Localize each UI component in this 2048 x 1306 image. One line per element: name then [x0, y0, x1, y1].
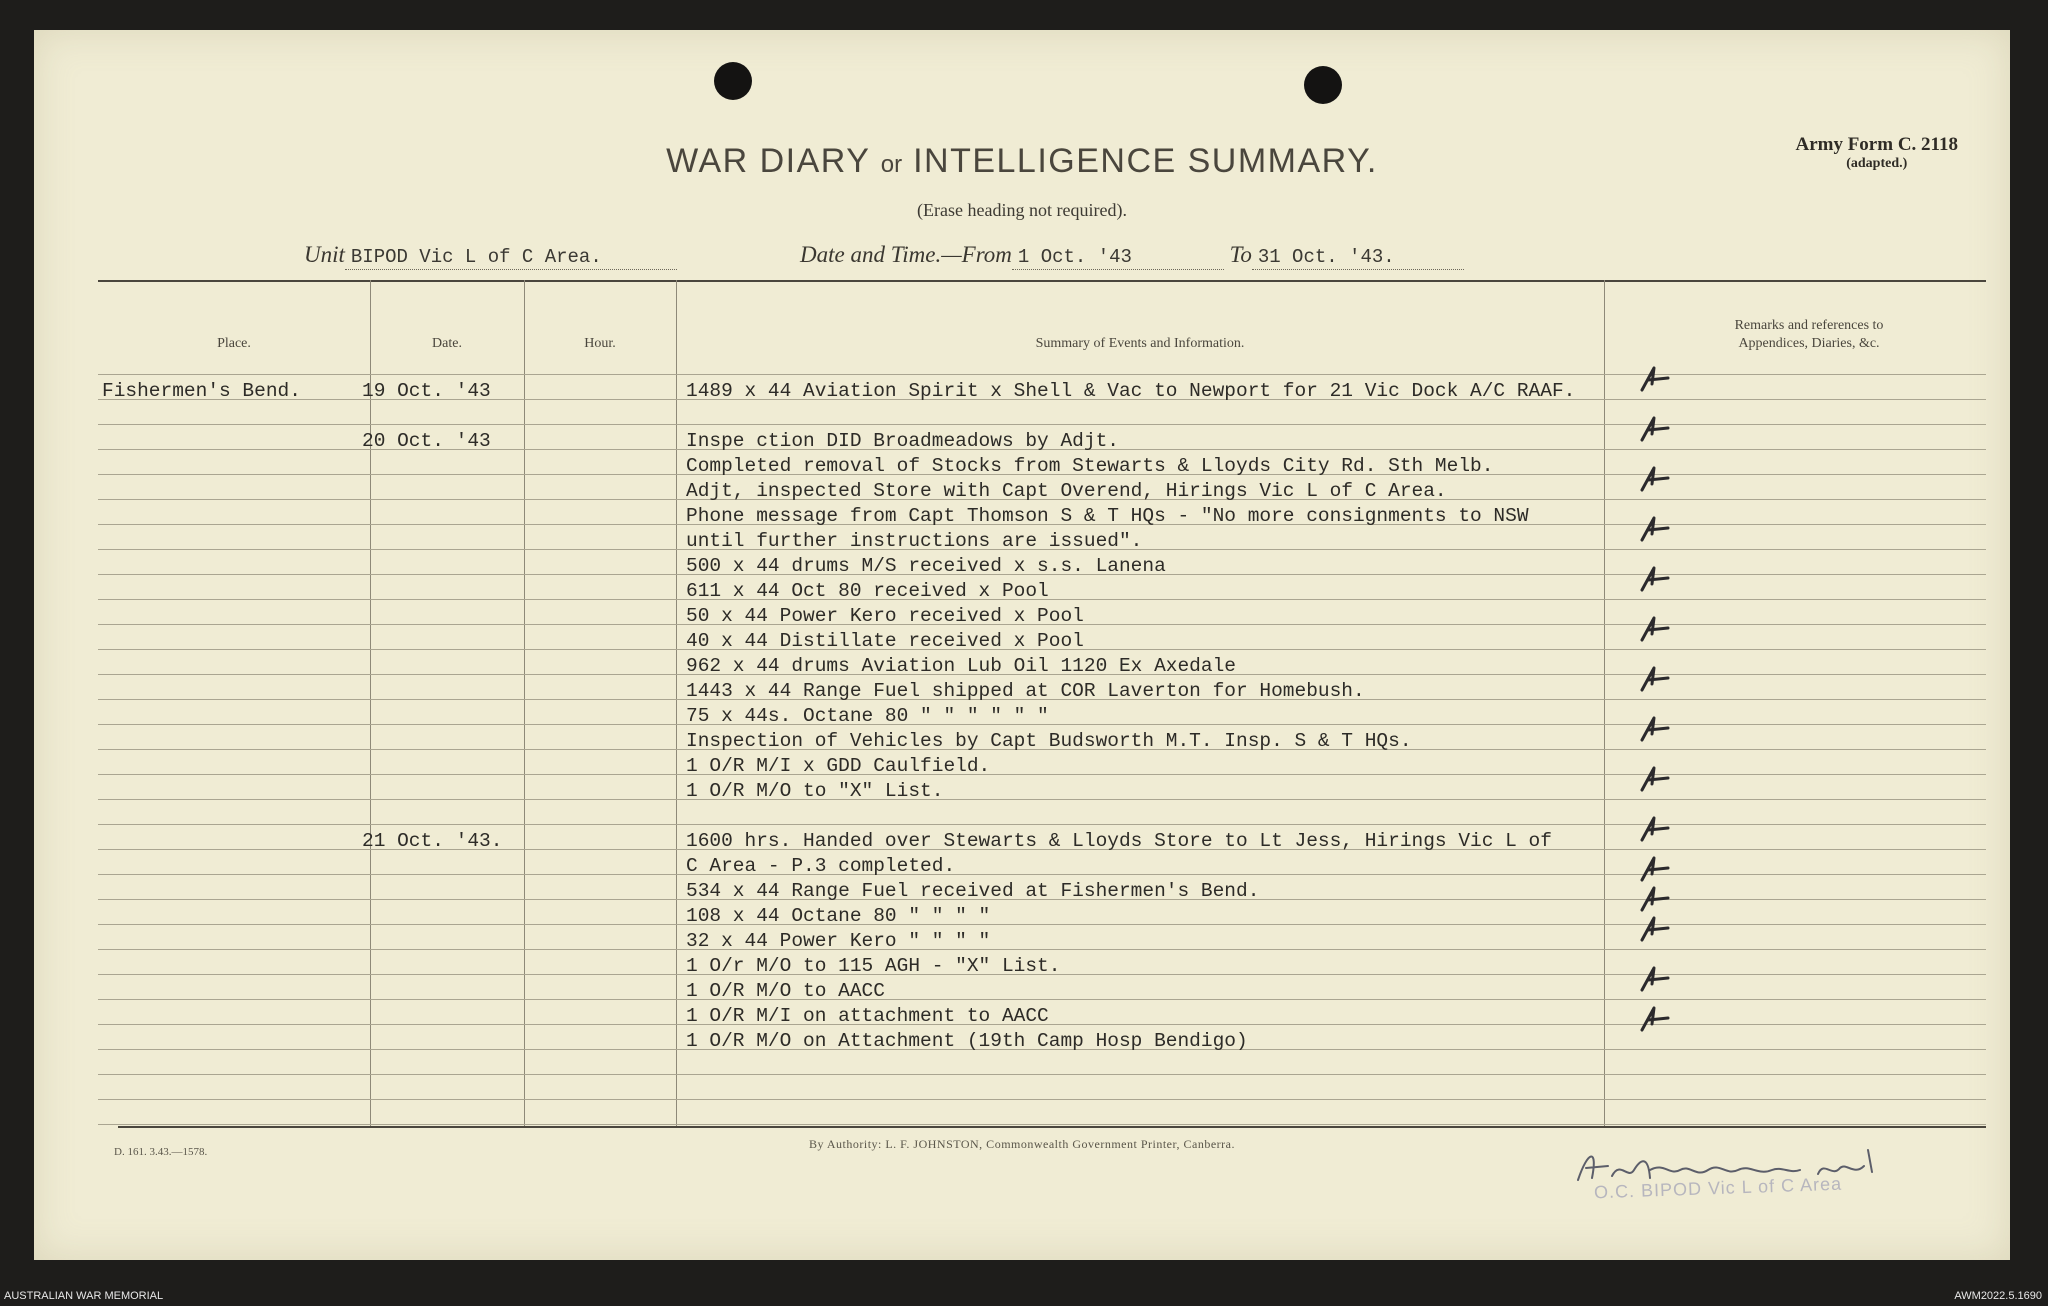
- unit-value: BIPOD Vic L of C Area.: [345, 246, 677, 270]
- summary-line: C Area - P.3 completed.: [686, 855, 956, 877]
- title-or: or: [880, 151, 903, 178]
- summary-line: 75 x 44s. Octane 80 " " " " " ": [686, 705, 1049, 727]
- ruled-line: [98, 999, 1986, 1000]
- tick-mark: [1638, 1004, 1678, 1034]
- tick-mark: [1638, 714, 1678, 744]
- table-bottom-rule: [118, 1126, 1986, 1128]
- date-from-label: Date and Time.—From: [800, 242, 1012, 267]
- unit-label: Unit: [304, 242, 345, 267]
- title-intelligence-summary: INTELLIGENCE SUMMARY.: [913, 142, 1378, 180]
- summary-line: Inspe ction DID Broadmeadows by Adjt.: [686, 430, 1119, 452]
- summary-line: 50 x 44 Power Kero received x Pool: [686, 605, 1084, 627]
- army-form-label: [1795, 134, 1958, 172]
- summary-line: 611 x 44 Oct 80 received x Pool: [686, 580, 1049, 602]
- ruled-line: [98, 824, 1986, 825]
- tick-mark: [1638, 364, 1678, 394]
- unit-line: [304, 242, 677, 270]
- erase-note: (Erase heading not required).: [917, 200, 1127, 220]
- punch-hole-right: [1304, 66, 1342, 104]
- tick-mark: [1638, 664, 1678, 694]
- date-entry-20-oct: 20 Oct. '43: [362, 430, 491, 452]
- tick-mark: [1638, 414, 1678, 444]
- archive-credit: AUSTRALIAN WAR MEMORIAL: [4, 1290, 164, 1302]
- tick-mark: [1638, 854, 1678, 884]
- summary-line: 1 O/R M/O on Attachment (19th Camp Hosp Bendigo): [686, 1030, 1248, 1052]
- summary-line: 32 x 44 Power Kero " " " ": [686, 930, 991, 952]
- summary-line: 534 x 44 Range Fuel received at Fishermen's Bend.: [686, 880, 1260, 902]
- summary-line: 962 x 44 drums Aviation Lub Oil 1120 Ex Axedale: [686, 655, 1236, 677]
- ruled-line: [98, 1099, 1986, 1100]
- summary-line: Completed removal of Stocks from Stewarts & Lloyds City Rd. Sth Melb.: [686, 455, 1494, 477]
- tick-mark: [1638, 914, 1678, 944]
- remarks-header-line-1: Remarks and references to: [1734, 318, 1884, 333]
- tick-mark: [1638, 564, 1678, 594]
- form-code: D. 161. 3.43.—1578.: [114, 1146, 208, 1158]
- remarks-header-line-2: Appendices, Diaries, &c.: [1738, 336, 1880, 351]
- ruled-line: [98, 774, 1986, 775]
- summary-line: Phone message from Capt Thomson S & T HQs - "No more consignments to NSW: [686, 505, 1529, 527]
- tick-mark: [1638, 514, 1678, 544]
- army-form-number: Army Form C. 2118: [1795, 134, 1958, 155]
- summary-line: 1 O/R M/I x GDD Caulfield.: [686, 755, 991, 777]
- summary-line: 1489 x 44 Aviation Spirit x Shell & Vac to Newport for 21 Vic Dock A/C RAAF.: [686, 380, 1576, 402]
- summary-line: 108 x 44 Octane 80 " " " ": [686, 905, 991, 927]
- col-header-remarks: [1636, 317, 1982, 353]
- col-header-summary: Summary of Events and Information.: [1035, 336, 1245, 351]
- ruled-line: [98, 874, 1986, 875]
- date-from-value: 1 Oct. '43: [1012, 246, 1224, 270]
- summary-line: 500 x 44 drums M/S received x s.s. Lanena: [686, 555, 1166, 577]
- summary-line: 1600 hrs. Handed over Stewarts & Lloyds Store to Lt Jess, Hirings Vic L of: [686, 830, 1552, 852]
- table-top-rule: [98, 280, 1986, 282]
- army-form-adapted: (adapted.): [1846, 156, 1908, 171]
- printer-authority: By Authority: L. F. JOHNSTON, Commonwealth Government Printer, Canberra.: [809, 1137, 1235, 1151]
- tick-mark: [1638, 884, 1678, 914]
- summary-line: 1 O/R M/O to "X" List.: [686, 780, 944, 802]
- date-to-label: To: [1229, 242, 1252, 267]
- tick-mark: [1638, 764, 1678, 794]
- summary-line: 1 O/R M/I on attachment to AACC: [686, 1005, 1049, 1027]
- col-header-place: Place.: [217, 336, 251, 351]
- archive-reference: AWM2022.5.1690: [1954, 1290, 2042, 1302]
- date-entry-19-oct: 19 Oct. '43: [362, 380, 491, 402]
- ruled-line: [98, 374, 1986, 375]
- unit-stamp: O.C. BIPOD Vic L of C Area: [1593, 1173, 1843, 1203]
- title-war-diary: WAR DIARY: [666, 142, 870, 180]
- ruled-line: [98, 1074, 1986, 1075]
- col-header-hour: Hour.: [584, 336, 616, 351]
- tick-mark: [1638, 464, 1678, 494]
- summary-line: Adjt, inspected Store with Capt Overend, Hirings Vic L of C Area.: [686, 480, 1447, 502]
- col-header-date: Date.: [432, 336, 462, 351]
- ruled-line: [98, 424, 1986, 425]
- summary-line: 1443 x 44 Range Fuel shipped at COR Laverton for Homebush.: [686, 680, 1365, 702]
- summary-line: 1 O/R M/O to AACC: [686, 980, 885, 1002]
- place-entry: Fishermen's Bend.: [102, 380, 301, 402]
- ruled-line: [98, 949, 1986, 950]
- ruled-line: [98, 1124, 1986, 1125]
- date-to-value: 31 Oct. '43.: [1252, 246, 1464, 270]
- summary-line: until further instructions are issued".: [686, 530, 1143, 552]
- tick-mark: [1638, 964, 1678, 994]
- tick-mark: [1638, 614, 1678, 644]
- ruled-line: [98, 799, 1986, 800]
- date-entry-21-oct: 21 Oct. '43.: [362, 830, 503, 852]
- date-line: [800, 242, 1464, 270]
- ruled-line: [98, 924, 1986, 925]
- summary-line: 40 x 44 Distillate received x Pool: [686, 630, 1084, 652]
- diary-sheet: [34, 30, 2010, 1260]
- summary-line: Inspection of Vehicles by Capt Budsworth M.T. Insp. S & T HQs.: [686, 730, 1412, 752]
- form-title: [34, 142, 2010, 181]
- tick-mark: [1638, 814, 1678, 844]
- punch-hole-left: [714, 62, 752, 100]
- summary-line: 1 O/r M/O to 115 AGH - "X" List.: [686, 955, 1061, 977]
